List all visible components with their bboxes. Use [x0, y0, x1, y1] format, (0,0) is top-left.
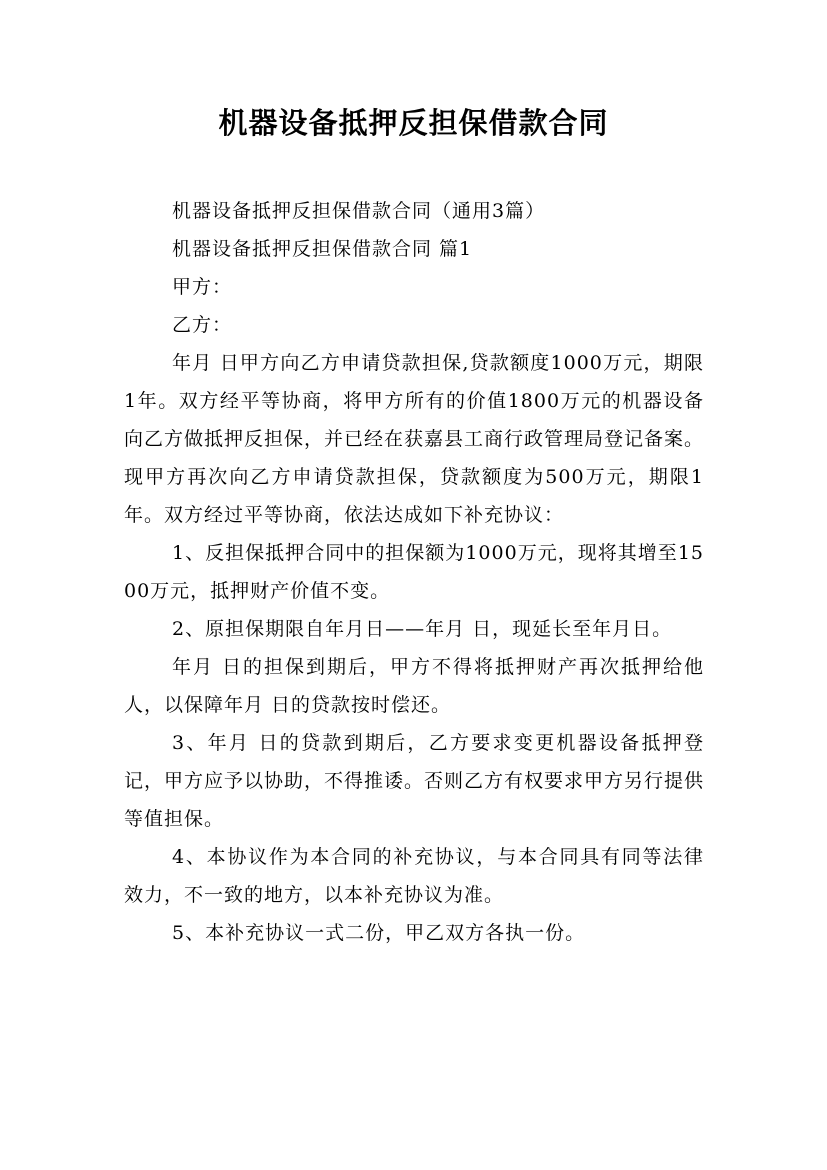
paragraph-clause-2: 2、原担保期限自年月日——年月 日，现延长至年月日。: [172, 618, 673, 640]
paragraph-party-b: 乙方：: [172, 314, 233, 336]
paragraph-party-a: 甲方：: [172, 276, 233, 298]
document-body: [124, 192, 704, 952]
paragraph-clause-5: 5、本补充协议一式二份，甲乙双方各执一份。: [172, 922, 586, 944]
paragraph-intro: 年月 日甲方向乙方申请贷款担保,贷款额度1000万元，期限1年。双方经平等协商，将甲方所有的价值1800万元的机器设备向乙方做抵押反担保，并已经在获嘉县工商行政管理局登记备案。现甲方再次向乙方申请贷款担保，贷款额度为500万元，期限1年。双方经过平等协商，依法达成如下补充协议：: [124, 352, 705, 526]
paragraph-clause-3: 3、年月 日的贷款到期后，乙方要求变更机器设备抵押登记，甲方应予以协助，不得推诿。否则乙方有权要求甲方另行提供等值担保。: [124, 732, 705, 830]
paragraph-subtitle: 机器设备抵押反担保借款合同（通用3篇）: [172, 200, 546, 222]
paragraph-section-heading: 机器设备抵押反担保借款合同 篇1: [172, 238, 473, 260]
document-title: 机器设备抵押反担保借款合同: [218, 106, 609, 140]
paragraph-clause-4: 4、本协议作为本合同的补充协议，与本合同具有同等法律效力，不一致的地方，以本补充协议为准。: [124, 846, 704, 906]
paragraph-clause-2-note: 年月 日的担保到期后，甲方不得将抵押财产再次抵押给他人，以保障年月 日的贷款按时偿还。: [124, 656, 704, 716]
paragraph-clause-1: 1、反担保抵押合同中的担保额为1000万元，现将其增至1500万元，抵押财产价值不变。: [124, 542, 704, 602]
